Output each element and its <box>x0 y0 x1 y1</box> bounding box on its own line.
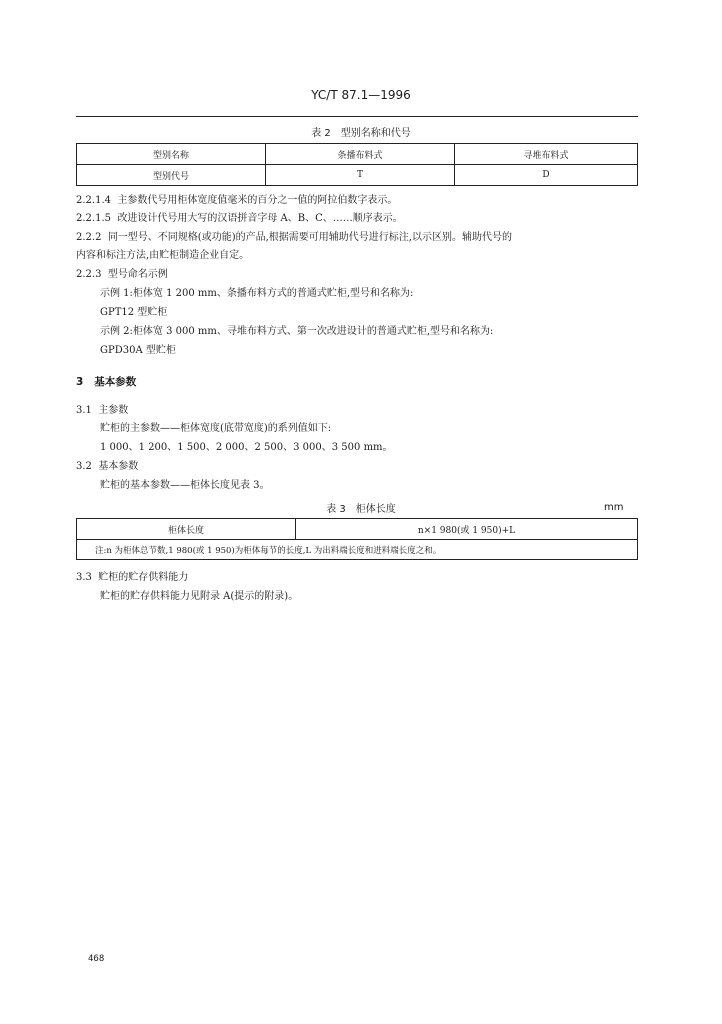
clause-number: 3.1 <box>76 405 92 416</box>
clause-3-1-values: 1 000、1 200、1 500、2 000、2 500、3 000、3 500 mm。 <box>100 442 393 453</box>
standard-number-header: YC/T 87.1—1996 <box>311 88 411 102</box>
table2-header-cell: 寻堆布料式 <box>455 144 638 165</box>
clause-number: 2.2.2 <box>76 232 102 243</box>
clause-2-2-1-5 <box>76 210 403 228</box>
clause-number: 2.2.1.5 <box>76 213 111 224</box>
table2-cell: T <box>266 165 455 186</box>
clause-3-2 <box>76 458 138 476</box>
clause-2-2-2 <box>76 229 512 247</box>
clause-3-1-text: 贮柜的主参数——柜体宽度(底带宽度)的系列值如下: <box>100 423 332 434</box>
clause-number: 2.2.3 <box>76 269 102 280</box>
clause-number: 2.2.1.4 <box>76 195 111 206</box>
example-1: 示例 1:柜体宽 1 200 mm、条播布料方式的普通式贮柜,型号和名称为: <box>100 288 414 299</box>
clause-3-1 <box>76 402 128 420</box>
table2-caption: 表 2 型别名称和代号 <box>311 128 411 139</box>
clause-title: 基本参数 <box>98 461 139 472</box>
clause-number: 3.3 <box>76 572 92 583</box>
table2-cell: 型别代号 <box>77 165 266 186</box>
clause-text: 主参数代号用柜体宽度值毫米的百分之一值的阿拉伯数字表示。 <box>117 195 398 206</box>
table3-note: 注:n 为柜体总节数,1 980(或 1 950)为柜体每节的长度,L 为出料端长度和进料端长度之和。 <box>77 540 638 560</box>
table2 <box>76 143 638 186</box>
table3-formula-cell: n×1 980(或 1 950)+L <box>296 519 638 540</box>
clause-3-3 <box>76 569 188 587</box>
page-number: 468 <box>88 954 105 964</box>
table2-header-cell: 型别名称 <box>77 144 266 165</box>
clause-number: 3.2 <box>76 461 92 472</box>
section-3-heading <box>76 374 136 389</box>
clause-2-2-1-4 <box>76 192 397 210</box>
table2-header-cell: 条播布料式 <box>266 144 455 165</box>
clause-text: 改进设计代号用大写的汉语拼音字母 A、B、C、……顺序表示。 <box>117 213 403 224</box>
clause-text: 同一型号、不同规格(或功能)的产品,根据需要可用辅助代号进行标注,以示区别。辅助代号的 <box>107 232 512 243</box>
clause-2-2-3 <box>76 266 168 284</box>
example-2: 示例 2:柜体宽 3 000 mm、寻堆布料方式、第一次改进设计的普通式贮柜,型号和名称为: <box>100 326 494 337</box>
section-number: 3 <box>76 376 84 388</box>
table3-unit: mm <box>604 502 624 513</box>
example-1-result: GPT12 型贮柜 <box>100 307 168 318</box>
table2-cell: D <box>455 165 638 186</box>
clause-3-2-text: 贮柜的基本参数——柜体长度见表 3。 <box>100 480 270 491</box>
table3-label-cell: 柜体长度 <box>77 519 296 540</box>
clause-title: 主参数 <box>98 405 129 416</box>
table3 <box>76 518 638 560</box>
clause-text: 型号命名示例 <box>107 269 168 280</box>
clause-continuation: 内容和标注方法,由贮柜制造企业自定。 <box>76 250 250 261</box>
section-title: 基本参数 <box>94 376 137 388</box>
header-rule <box>76 116 638 117</box>
example-2-result: GPD30A 型贮柜 <box>100 345 176 356</box>
table3-caption: 表 3 柜体长度 <box>326 504 396 515</box>
clause-3-3-text: 贮柜的贮存供料能力见附录 A(提示的附录)。 <box>100 591 299 602</box>
clause-title: 贮柜的贮存供料能力 <box>98 572 189 583</box>
